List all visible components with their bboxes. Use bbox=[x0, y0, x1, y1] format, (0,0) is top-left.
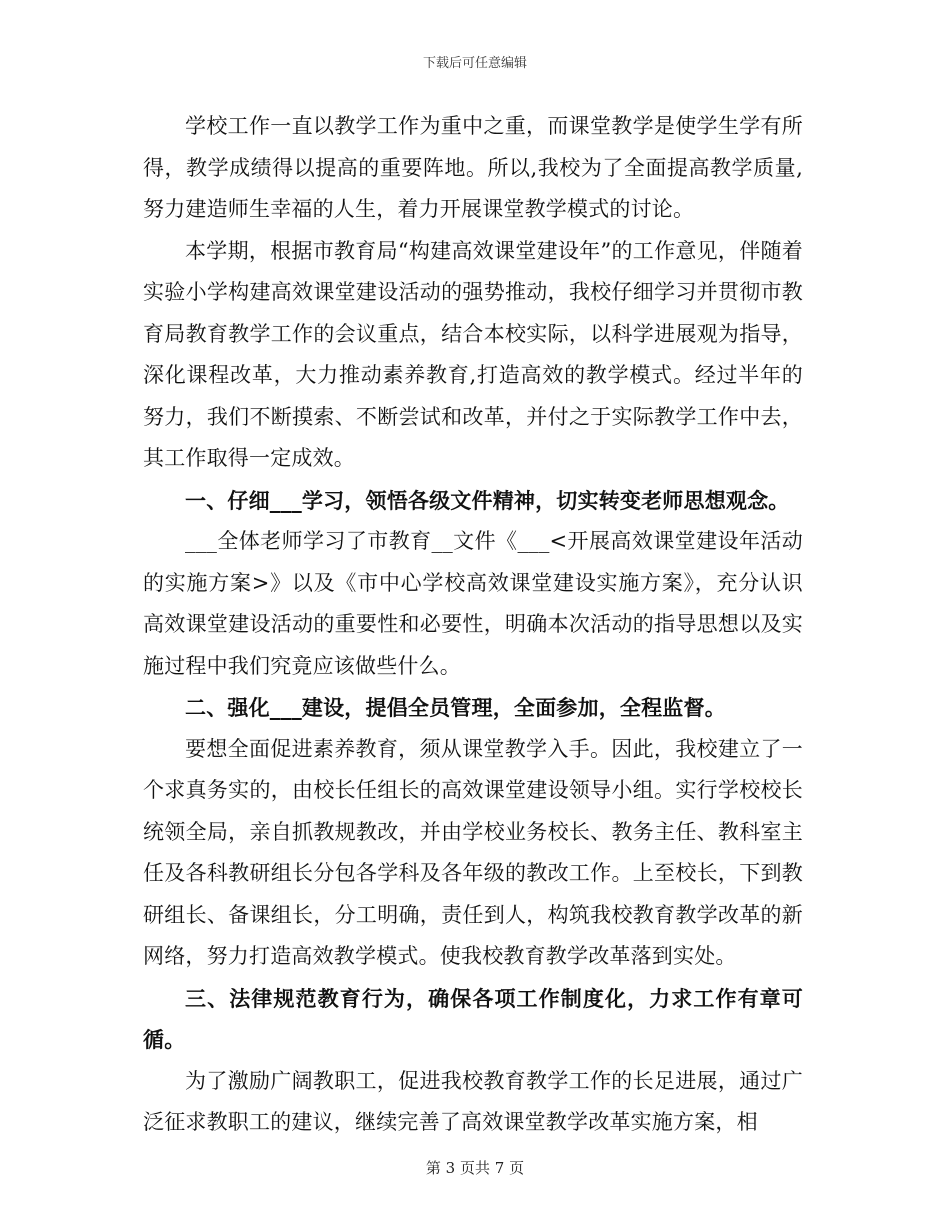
section-heading: 一、仔细___学习，领悟各级文件精神，切实转变老师思想观念。 bbox=[185, 487, 790, 513]
paragraph: ___全体老师学习了市教育__文件《___<开展高效课堂建设年活动的实施方案>》以及《市中心学校高效课堂建设实施方案》，充分认识高效课堂建设活动的重要性和必要性，明确本次活动的指导思想以及实施过程中我们究竟应该做些什么。 bbox=[143, 529, 803, 678]
document-body bbox=[143, 106, 803, 1144]
paragraph: 本学期，根据市教育局“构建高效课堂建设年”的工作意见，伴随着实验小学构建高效课堂建设活动的强势推动，我校仔细学习并贯彻市教育局教育教学工作的会议重点，结合本校实际，以科学进展观为指导，深化课程改革，大力推动素养教育,打造高效的教学模式。经过半年的努力，我们不断摸索、不断尝试和改革，并付之于实际教学工作中去，其工作取得一定成效。 bbox=[143, 238, 803, 470]
section-heading: 二、强化___建设，提倡全员管理，全面参加，全程监督。 bbox=[185, 695, 726, 720]
page-number: 第 3 页共 7 页 bbox=[425, 1159, 525, 1177]
page-header: 下载后可任意编辑 bbox=[422, 56, 527, 71]
paragraph: 学校工作一直以教学工作为重中之重，而课堂教学是使学生学有所得，教学成绩得以提高的重要阵地。所以,我校为了全面提高教学质量,努力建造师生幸福的人生，着力开展课堂教学模式的讨论。 bbox=[143, 114, 803, 221]
paragraph: 为了激励广阔教职工，促进我校教育教学工作的长足进展，通过广泛征求教职工的建议，继续完善了高效课堂教学改革实施方案，相 bbox=[143, 1068, 803, 1134]
section-heading: 三、法律规范教育行为，确保各项工作制度化，力求工作有章可循。 bbox=[143, 985, 803, 1052]
paragraph: 要想全面促进素养教育，须从课堂教学入手。因此，我校建立了一个求真务实的，由校长任组长的高效课堂建设领导小组。实行学校校长统领全局，亲自抓教规教改，并由学校业务校长、教务主任、教科室主任及各科教研组长分包各学科及各年级的教改工作。上至校长，下到教研组长、备课组长，分工明确，责任到人，构筑我校教育教学改革的新网络，努力打造高效教学模式。使我校教育教学改革落到实处。 bbox=[143, 736, 803, 968]
